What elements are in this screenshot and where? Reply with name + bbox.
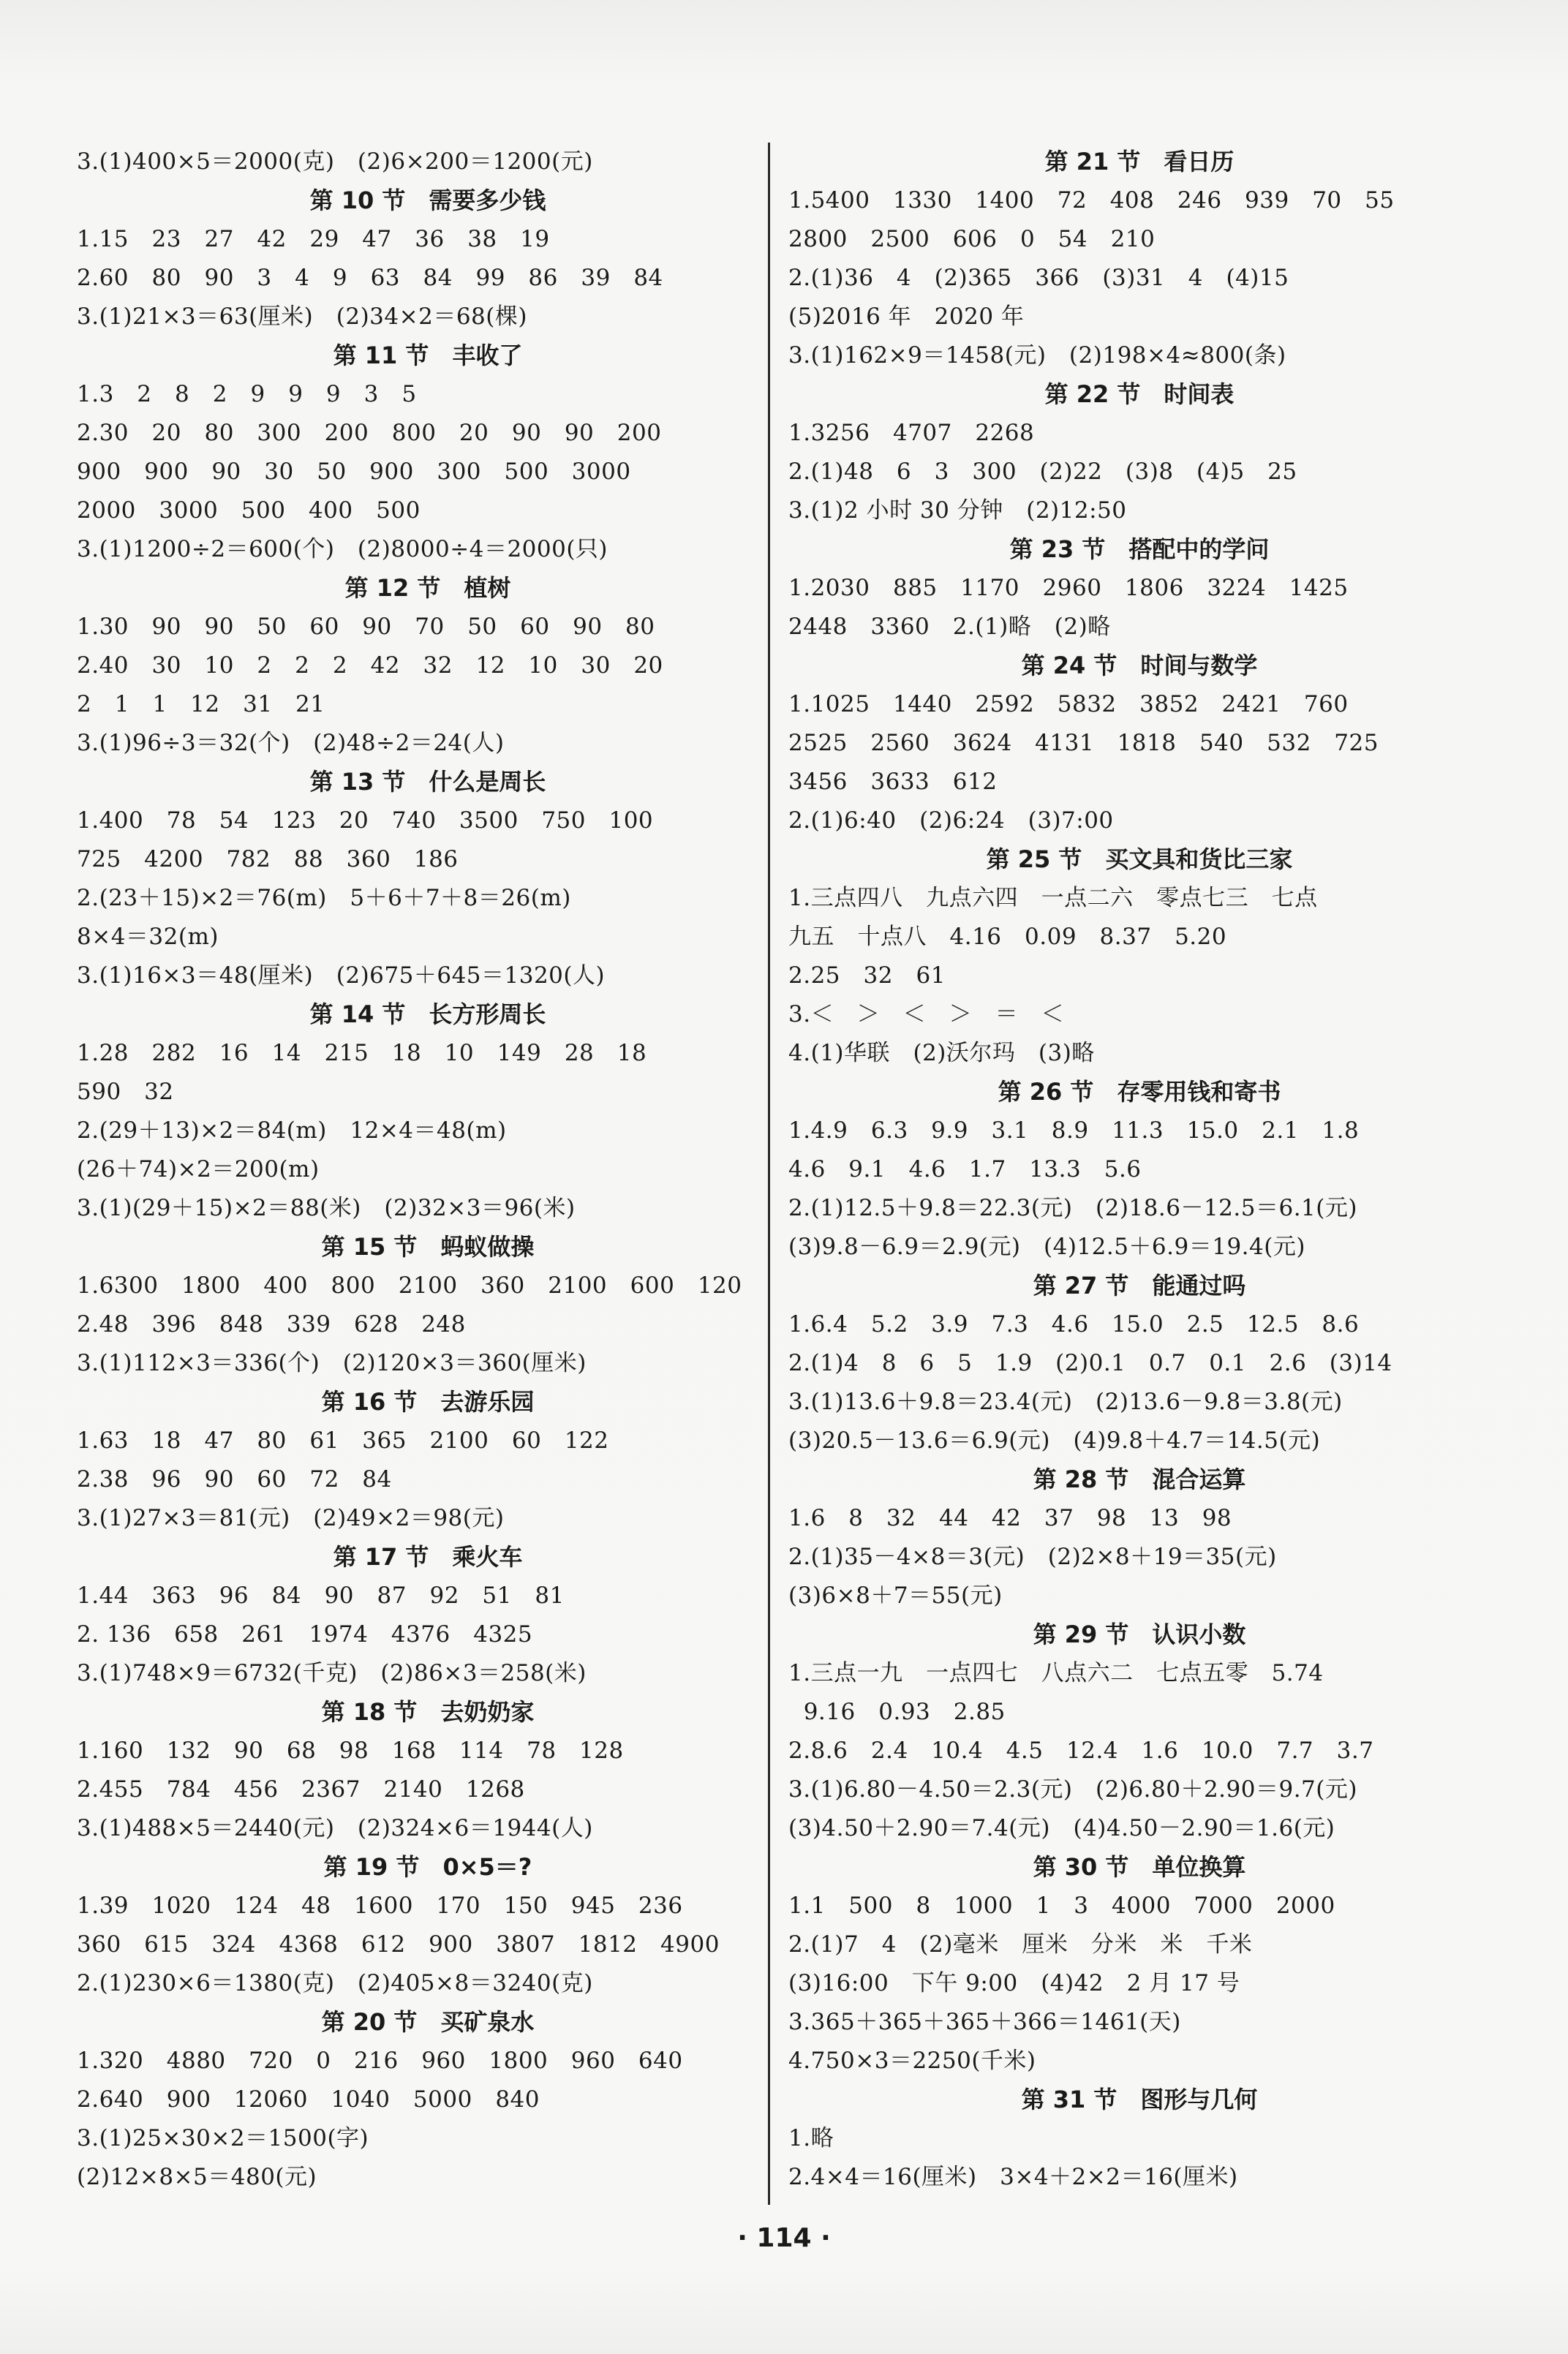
answer-line: 1.63 18 47 80 61 365 2100 60 122 xyxy=(77,1427,609,1454)
answer-line: 3.(1)400×5＝2000(克) (2)6×200＝1200(元) xyxy=(77,148,593,175)
page-number: · 114 · xyxy=(737,2223,831,2253)
section-heading: 第 20 节 买矿泉水 xyxy=(321,2008,535,2036)
answer-line: 1.三点一九 一点四七 八点六二 七点五零 5.74 xyxy=(788,1660,1324,1686)
answer-line: 3.(1)162×9＝1458(元) (2)198×4≈800(条) xyxy=(788,342,1286,369)
answer-line: 1.400 78 54 123 20 740 3500 750 100 xyxy=(77,807,654,834)
answer-line: 2. 136 658 261 1974 4376 4325 xyxy=(77,1621,533,1648)
section-heading: 第 17 节 乘火车 xyxy=(333,1543,523,1571)
answer-line: 4.750×3＝2250(千米) xyxy=(788,2048,1036,2074)
answer-line: 3.(1)1200÷2＝600(个) (2)8000÷4＝2000(只) xyxy=(77,536,608,562)
answer-line: (3)4.50＋2.90＝7.4(元) (4)4.50－2.90＝1.6(元) xyxy=(788,1815,1335,1841)
answer-line: 1.6 8 32 44 42 37 98 13 98 xyxy=(788,1505,1232,1531)
section-heading: 第 18 节 去奶奶家 xyxy=(321,1698,535,1726)
answer-line: 2.(1)7 4 (2)毫米 厘米 分米 米 千米 xyxy=(788,1931,1253,1958)
answer-line: 1.3 2 8 2 9 9 9 3 5 xyxy=(77,381,417,407)
answer-line: 1.略 xyxy=(788,2125,834,2151)
answer-line: 2448 3360 2.(1)略 (2)略 xyxy=(788,614,1111,640)
answer-line: (3)9.8－6.9＝2.9(元) (4)12.5＋6.9＝19.4(元) xyxy=(788,1234,1305,1260)
section-heading: 第 23 节 搭配中的学问 xyxy=(1009,535,1270,563)
answer-line: 3.(1)488×5＝2440(元) (2)324×6＝1944(人) xyxy=(77,1815,593,1841)
answer-line: 2.(1)36 4 (2)365 366 (3)31 4 (4)15 xyxy=(788,265,1289,291)
column-divider xyxy=(768,143,770,2205)
section-heading: 第 21 节 看日历 xyxy=(1044,148,1235,176)
answer-line: 1.2030 885 1170 2960 1806 3224 1425 xyxy=(788,575,1349,601)
section-heading: 第 25 节 买文具和货比三家 xyxy=(986,845,1293,873)
answer-line: 3.(1)13.6＋9.8＝23.4(元) (2)13.6－9.8＝3.8(元) xyxy=(788,1389,1343,1415)
answer-line: 2.(29＋13)×2＝84(m) 12×4＝48(m) xyxy=(77,1117,507,1144)
section-heading: 第 19 节 0×5＝? xyxy=(323,1853,532,1881)
answer-line: 1.160 132 90 68 98 168 114 78 128 xyxy=(77,1738,624,1764)
answer-line: 3.(1)(29＋15)×2＝88(米) (2)32×3＝96(米) xyxy=(77,1195,576,1221)
answer-line: 3.(1)27×3＝81(元) (2)49×2＝98(元) xyxy=(77,1505,505,1531)
answer-line: 8×4＝32(m) xyxy=(77,924,219,950)
section-heading: 第 10 节 需要多少钱 xyxy=(309,186,546,214)
answer-line: 2.(1)4 8 6 5 1.9 (2)0.1 0.7 0.1 2.6 (3)14 xyxy=(788,1350,1392,1376)
answer-line: 1.1 500 8 1000 1 3 4000 7000 2000 xyxy=(788,1893,1335,1919)
answer-line: 2.(1)6:40 (2)6:24 (3)7:00 xyxy=(788,807,1114,834)
section-heading: 第 15 节 蚂蚁做操 xyxy=(321,1233,535,1261)
answer-line: 2.(1)48 6 3 300 (2)22 (3)8 (4)5 25 xyxy=(788,459,1297,485)
answer-line: 2.8.6 2.4 10.4 4.5 12.4 1.6 10.0 7.7 3.7 xyxy=(788,1738,1374,1764)
answer-line: 2.4×4＝16(厘米) 3×4＋2×2＝16(厘米) xyxy=(788,2164,1238,2190)
section-heading: 第 14 节 长方形周长 xyxy=(309,1000,546,1028)
right-column xyxy=(788,143,1490,2197)
answer-line: (26＋74)×2＝200(m) xyxy=(77,1156,320,1182)
answer-line: (2)12×8×5＝480(元) xyxy=(77,2164,317,2190)
answer-line: 2.(23＋15)×2＝76(m) 5＋6＋7＋8＝26(m) xyxy=(77,885,571,911)
answer-line: 1.39 1020 124 48 1600 170 150 945 236 xyxy=(77,1893,683,1919)
answer-line: (3)16:00 下午 9:00 (4)42 2 月 17 号 xyxy=(788,1970,1240,1996)
answer-line: 590 32 xyxy=(77,1079,174,1105)
answer-line: 2.60 80 90 3 4 9 63 84 99 86 39 84 xyxy=(77,265,663,291)
section-heading: 第 27 节 能通过吗 xyxy=(1033,1272,1246,1299)
answer-line: (5)2016 年 2020 年 xyxy=(788,303,1025,330)
answer-line: 3.(1)96÷3＝32(个) (2)48÷2＝24(人) xyxy=(77,730,505,756)
answer-line: 1.30 90 90 50 60 90 70 50 60 90 80 xyxy=(77,614,655,640)
answer-line: 2000 3000 500 400 500 xyxy=(77,497,421,524)
answer-line: 900 900 90 30 50 900 300 500 3000 xyxy=(77,459,631,485)
answer-line: 725 4200 782 88 360 186 xyxy=(77,846,459,872)
answer-line: (3)20.5－13.6＝6.9(元) (4)9.8＋4.7＝14.5(元) xyxy=(788,1427,1321,1454)
answer-line: 1.三点四八 九点六四 一点二六 零点七三 七点 xyxy=(788,885,1318,911)
answer-line: 360 615 324 4368 612 900 3807 1812 4900 xyxy=(77,1931,720,1958)
section-heading: 第 30 节 单位换算 xyxy=(1033,1853,1246,1881)
section-heading: 第 29 节 认识小数 xyxy=(1033,1621,1246,1648)
answer-line: 1.320 4880 720 0 216 960 1800 960 640 xyxy=(77,2048,683,2074)
answer-line: 2.455 784 456 2367 2140 1268 xyxy=(77,1776,525,1803)
answer-line: 2.(1)35－4×8＝3(元) (2)2×8＋19＝35(元) xyxy=(788,1544,1277,1570)
section-heading: 第 11 节 丰收了 xyxy=(333,342,523,369)
answer-line: 3456 3633 612 xyxy=(788,769,998,795)
section-heading: 第 22 节 时间表 xyxy=(1044,380,1235,408)
answer-line: 2.(1)12.5＋9.8＝22.3(元) (2)18.6－12.5＝6.1(元) xyxy=(788,1195,1357,1221)
answer-line: 3.(1)25×30×2＝1500(字) xyxy=(77,2125,369,2151)
answer-line: 4.(1)华联 (2)沃尔玛 (3)略 xyxy=(788,1040,1095,1066)
answer-line: 1.6.4 5.2 3.9 7.3 4.6 15.0 2.5 12.5 8.6 xyxy=(788,1311,1360,1338)
answer-line: 3.365＋365＋365＋366＝1461(天) xyxy=(788,2009,1181,2035)
answer-line: 3.(1)16×3＝48(厘米) (2)675＋645＝1320(人) xyxy=(77,962,606,989)
answer-line: 2.48 396 848 339 628 248 xyxy=(77,1311,466,1338)
section-heading: 第 31 节 图形与几何 xyxy=(1021,2086,1258,2113)
answer-line: 1.4.9 6.3 9.9 3.1 8.9 11.3 15.0 2.1 1.8 xyxy=(788,1117,1360,1144)
answer-line: 9.16 0.93 2.85 xyxy=(788,1699,1006,1725)
answer-line: 2525 2560 3624 4131 1818 540 532 725 xyxy=(788,730,1379,756)
answer-line: 2.38 96 90 60 72 84 xyxy=(77,1466,392,1493)
answer-line: 3.(1)2 小时 30 分钟 (2)12:50 xyxy=(788,497,1127,524)
left-column xyxy=(77,143,779,2197)
section-heading: 第 26 节 存零用钱和寄书 xyxy=(998,1078,1281,1106)
answer-line: 1.3256 4707 2268 xyxy=(788,420,1035,446)
answer-line: 2800 2500 606 0 54 210 xyxy=(788,226,1156,252)
section-heading: 第 13 节 什么是周长 xyxy=(309,768,546,796)
answer-line: 1.6300 1800 400 800 2100 360 2100 600 120 xyxy=(77,1272,742,1299)
answer-line: 3.(1)6.80－4.50＝2.3(元) (2)6.80＋2.90＝9.7(元) xyxy=(788,1776,1357,1803)
answer-line: 2.30 20 80 300 200 800 20 90 90 200 xyxy=(77,420,662,446)
answer-line: 1.44 363 96 84 90 87 92 51 81 xyxy=(77,1582,565,1609)
answer-line: 4.6 9.1 4.6 1.7 13.3 5.6 xyxy=(788,1156,1142,1182)
answer-line: 九五 十点八 4.16 0.09 8.37 5.20 xyxy=(788,924,1227,950)
answer-line: 2.(1)230×6＝1380(克) (2)405×8＝3240(克) xyxy=(77,1970,593,1996)
answer-line: 3.＜ ＞ ＜ ＞ ＝ ＜ xyxy=(788,1001,1065,1027)
section-heading: 第 12 节 植树 xyxy=(344,574,511,602)
answer-line: 1.28 282 16 14 215 18 10 149 28 18 xyxy=(77,1040,647,1066)
answer-line: 2 1 1 12 31 21 xyxy=(77,691,325,717)
answer-line: 3.(1)748×9＝6732(千克) (2)86×3＝258(米) xyxy=(77,1660,587,1686)
answer-line: 1.15 23 27 42 29 47 36 38 19 xyxy=(77,226,550,252)
answer-line: 2.25 32 61 xyxy=(788,962,946,989)
answer-line: (3)6×8＋7＝55(元) xyxy=(788,1582,1003,1609)
section-heading: 第 28 节 混合运算 xyxy=(1033,1465,1246,1493)
answer-line: 2.40 30 10 2 2 2 42 32 12 10 30 20 xyxy=(77,652,663,679)
answer-line: 1.5400 1330 1400 72 408 246 939 70 55 xyxy=(788,187,1395,214)
section-heading: 第 24 节 时间与数学 xyxy=(1021,652,1258,679)
answer-line: 3.(1)112×3＝336(个) (2)120×3＝360(厘米) xyxy=(77,1350,587,1376)
answer-line: 1.1025 1440 2592 5832 3852 2421 760 xyxy=(788,691,1349,717)
answer-line: 2.640 900 12060 1040 5000 840 xyxy=(77,2086,540,2113)
section-heading: 第 16 节 去游乐园 xyxy=(321,1388,535,1416)
answer-line: 3.(1)21×3＝63(厘米) (2)34×2＝68(棵) xyxy=(77,303,527,330)
